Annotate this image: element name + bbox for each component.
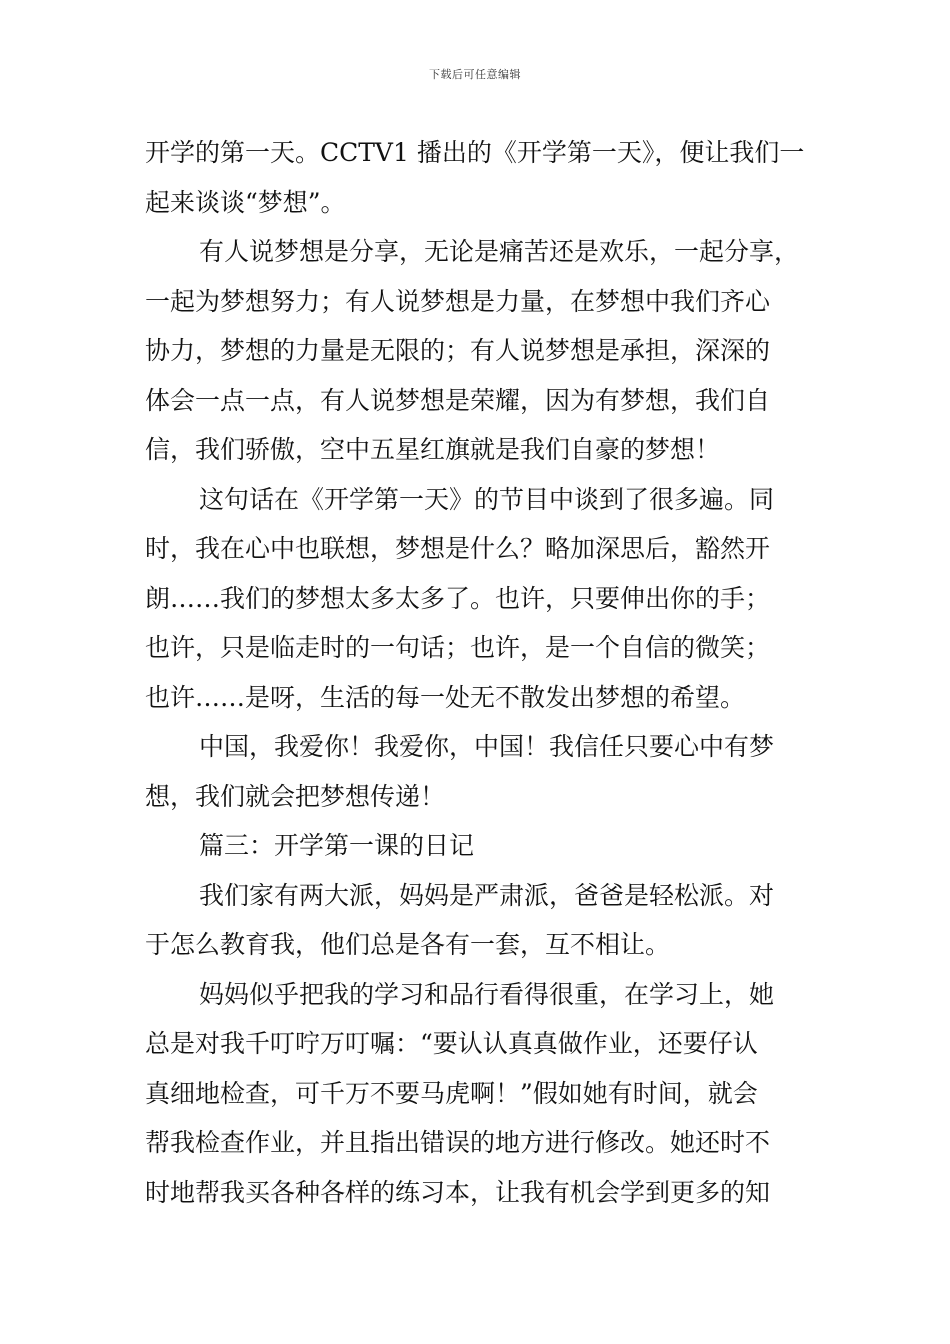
- page-header: 下载后可任意编辑: [429, 68, 521, 81]
- text-line: 帮我检查作业，并且指出错误的地方进行修改。她还时不: [145, 1128, 771, 1157]
- text-line: 于怎么教育我，他们总是各有一套，互不相让。: [145, 930, 671, 959]
- text-line: 也许，只是临走时的一句话；也许，是一个自信的微笑；: [145, 633, 771, 662]
- text-line: 妈妈似乎把我的学习和品行看得很重，在学习上，她: [199, 979, 775, 1009]
- text-line: 时，我在心中也联想，梦想是什么？略加深思后，豁然开: [145, 534, 771, 563]
- text-line: 总是对我千叮咛万叮嘱：“要认认真真做作业，还要仔认: [145, 1029, 758, 1058]
- text-line: 想，我们就会把梦想传递！: [145, 781, 446, 811]
- text-line: 朗……我们的梦想太多太多了。也许，只要伸出你的手；: [145, 583, 771, 613]
- body-text: [145, 128, 825, 1217]
- text-line: 有人说梦想是分享，无论是痛苦还是欢乐，一起分享，: [199, 237, 800, 266]
- text-line: 真细地检查，可千万不要马虎啊！”假如她有时间，就会: [145, 1078, 758, 1108]
- text-line: 信，我们骄傲，空中五星红旗就是我们自豪的梦想！: [145, 435, 721, 464]
- text-line: 也许……是呀，生活的每一处无不散发出梦想的希望。: [145, 682, 746, 712]
- text-line: 协力，梦想的力量是无限的；有人说梦想是承担，深深的: [145, 336, 771, 365]
- text-line: 我们家有两大派，妈妈是严肃派，爸爸是轻松派。对: [199, 880, 775, 910]
- text-line: 开学的第一天。CCTV1 播出的《开学第一天》，便让我们一: [145, 138, 805, 167]
- text-line: 中国，我爱你！我爱你，中国！我信任只要心中有梦: [199, 732, 775, 761]
- text-line: 体会一点一点，有人说梦想是荣耀，因为有梦想，我们自: [145, 385, 771, 415]
- text-line: 起来谈谈“梦想”。: [145, 187, 346, 217]
- text-line: 篇三：开学第一课的日记: [199, 831, 475, 860]
- text-line: 这句话在《开学第一天》的节目中谈到了很多遍。同: [199, 484, 775, 514]
- text-line: 一起为梦想努力；有人说梦想是力量，在梦想中我们齐心: [145, 286, 771, 316]
- text-line: 时地帮我买各种各样的练习本，让我有机会学到更多的知: [145, 1177, 771, 1207]
